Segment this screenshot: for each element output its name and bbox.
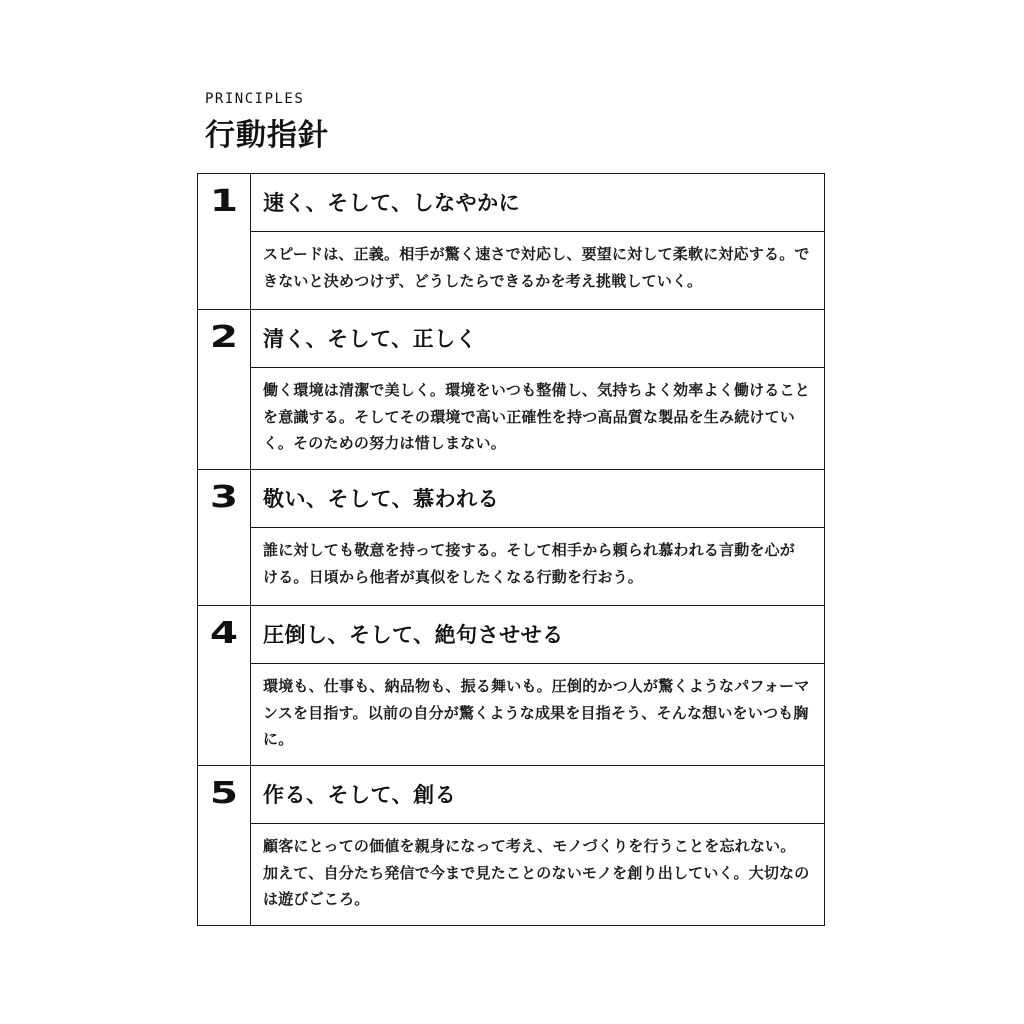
- principle-content: [251, 174, 825, 310]
- principle-heading: 敬い、そして、慕われる: [263, 486, 500, 511]
- principle-body: 顧客にとっての価値を親身になって考え、モノづくりを行うことを忘れない。加えて、自分たち発信で今まで見たことのないモノを創り出していく。大切なのは遊びごころ。: [263, 837, 810, 908]
- principle-body: 環境も、仕事も、納品物も、振る舞いも。圧倒的かつ人が驚くようなパフォーマンスを目指す。以前の自分が驚くような成果を目指そう、そんな想いをいつも胸に。: [263, 677, 810, 748]
- principle-heading: 速く、そして、しなやかに: [263, 190, 521, 215]
- principle-row: [198, 310, 825, 470]
- principle-row: [198, 766, 825, 926]
- principle-number: 2: [209, 320, 239, 355]
- principle-number-cell: [198, 470, 251, 606]
- principle-body-cell: [251, 664, 825, 766]
- principle-row: [198, 606, 825, 766]
- principle-content: [251, 766, 825, 926]
- principle-heading-cell: [251, 766, 825, 824]
- principle-content: [251, 310, 825, 470]
- principle-body-cell: [251, 824, 825, 926]
- principle-row: [198, 174, 825, 310]
- principle-heading: 圧倒し、そして、絶句させせる: [263, 622, 564, 647]
- principle-number: 5: [209, 776, 239, 811]
- principle-number: 3: [209, 480, 239, 515]
- principle-number: 4: [209, 616, 239, 651]
- principle-row: [198, 470, 825, 606]
- principle-number-cell: [198, 606, 251, 766]
- principle-heading-cell: [251, 470, 825, 528]
- principle-body: 誰に対しても敬意を持って接する。そして相手から頼られ慕われる言動を心がける。日頃から他者が真似をしたくなる行動を行おう。: [263, 541, 796, 586]
- principle-number-cell: [198, 766, 251, 926]
- principle-content: [251, 470, 825, 606]
- principle-heading: 作る、そして、創る: [263, 782, 457, 807]
- principle-heading-cell: [251, 606, 825, 664]
- principle-body-cell: [251, 528, 825, 606]
- principle-content: [251, 606, 825, 766]
- principles-table: [197, 173, 825, 926]
- principle-body: スピードは、正義。相手が驚く速さで対応し、要望に対して柔軟に対応する。できないと決めつけず、どうしたらできるかを考え挑戦していく。: [263, 245, 810, 290]
- principle-body-cell: [251, 232, 825, 310]
- principle-heading-cell: [251, 174, 825, 232]
- principle-heading: 清く、そして、正しく: [263, 326, 478, 351]
- section-eyebrow: PRINCIPLES: [205, 91, 305, 107]
- principle-body-cell: [251, 368, 825, 470]
- principle-number-cell: [198, 310, 251, 470]
- principle-number: 1: [209, 184, 239, 219]
- principle-body: 働く環境は清潔で美しく。環境をいつも整備し、気持ちよく効率よく働けることを意識する。そしてその環境で高い正確性を持つ高品質な製品を生み続けていく。そのための努力は惜しまない。: [263, 381, 810, 452]
- page-title: 行動指針: [205, 118, 329, 153]
- principle-number-cell: [198, 174, 251, 310]
- principle-heading-cell: [251, 310, 825, 368]
